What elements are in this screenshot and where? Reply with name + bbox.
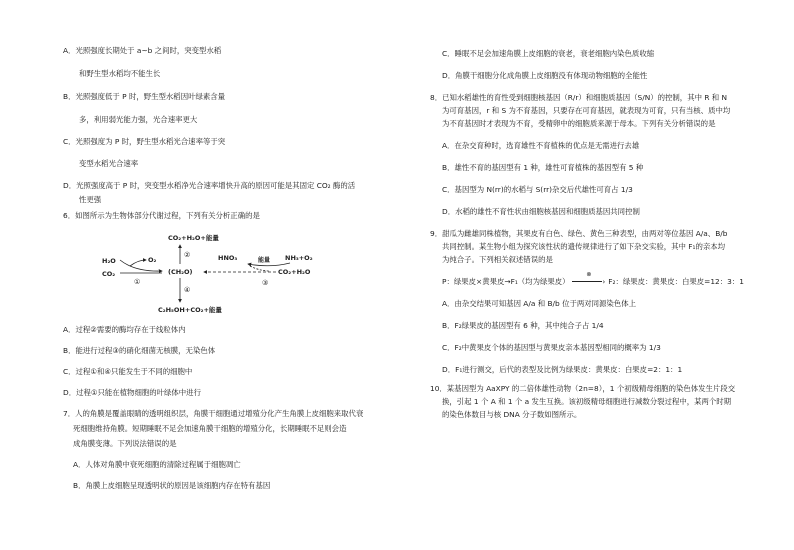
- q6-option-d: D．过程①只能在植物细胞的叶绿体中进行: [63, 388, 201, 397]
- marker-2: ②: [184, 251, 191, 259]
- q9-option-b: B．F₂绿果皮的基因型有 6 种，其中纯合子占 1/4: [442, 321, 604, 330]
- q5-option-b: B．光照强度低于 P 时，野生型水稻因叶绿素含量: [63, 92, 226, 101]
- q10-stem-line-1: 10．某基因型为 AaXPY 的二倍体雄性动物（2n=8），1 个初级精母细胞的染色体发生片段交: [430, 384, 736, 393]
- marker-1: ①: [134, 278, 141, 286]
- q8-option-a: A．在杂交育种时，选育雄性不育植株的优点是无需进行去雄: [442, 141, 640, 150]
- q8-option-b: B．雄性不育的基因型有 1 种，雄性可育植株的基因型有 5 种: [442, 163, 644, 172]
- left-input-h2o: H₂O: [102, 257, 116, 265]
- left-output-o2: O₂: [148, 256, 157, 264]
- q7-option-c: C．睡眠不足会加速角膜上皮细胞的衰老，衰老细胞内染色质收缩: [442, 49, 655, 58]
- marker-3: ③: [262, 279, 269, 287]
- q9-option-d: D．F₁进行测交，后代的表型及比例为绿果皮：黄果皮：白果皮=2：1：1: [442, 365, 683, 374]
- q9-cross-left: P：绿果皮×黄果皮→F₁（均为绿果皮）: [442, 277, 570, 286]
- q6-option-a: A．过程②需要的酶均存在于线粒体内: [63, 325, 186, 334]
- q7-option-d: D．角膜干细胞分化成角膜上皮细胞没有体现动物细胞的全能性: [442, 71, 648, 80]
- arrow-energy-transfer: [250, 266, 270, 271]
- center-label: (CH₂O): [168, 268, 193, 276]
- marker-4: ④: [184, 286, 191, 294]
- q9-stem-line-3: 为纯合子。下列相关叙述错误的是: [442, 255, 553, 264]
- q7-option-a: A．人体对角膜中衰死细胞的清除过程属于细胞凋亡: [73, 460, 241, 469]
- q8-option-d: D．水稻的雄性不育性状由细胞核基因和细胞质基因共同控制: [442, 207, 640, 216]
- q6-option-c: C．过程①和④只能发生于不同的细胞中: [63, 367, 193, 376]
- q5-option-b-cont: 多，利用弱光能力强，光合速率更大: [79, 115, 198, 124]
- arrow-oxygen-out: [130, 260, 146, 266]
- q5-option-d: D．光照强度高于 P 时，突变型水稻净光合速率增快升高的原因可能是其固定 CO₂ 酶的活: [63, 181, 356, 190]
- right-input-nh3: NH₃+O₂: [285, 254, 313, 262]
- q9-stem-line-2: 共同控制。某生物小组为探究该性状的遗传规律进行了如下杂交实验，其中 F₁的亲本均: [442, 242, 726, 251]
- q7-stem-line-3: 成角膜变薄。下列说法错误的是: [73, 439, 177, 448]
- q9-cross-scheme: [442, 271, 744, 287]
- q8-option-c: C．基因型为 N(rr)的水稻与 S(rr)杂交后代雄性可育占 1/3: [442, 185, 633, 194]
- q5-option-d-cont: 性更强: [79, 195, 102, 204]
- bottom-product-label: C₂H₅OH+CO₂+能量: [158, 306, 222, 314]
- selfing-symbol: ⊗: [586, 271, 592, 278]
- right-input-hno3: HNO₃: [218, 254, 238, 262]
- top-product-label: CO₂+H₂O+能量: [168, 234, 219, 242]
- q7-stem-line-2: 死细胞维持角膜。短期睡眠不足会加速角膜干细胞的增殖分化，长期睡眠不足则会造: [73, 424, 347, 433]
- metabolism-diagram: [100, 230, 350, 320]
- q5-option-a: A．光照强度长期处于 a~b 之间时，突变型水稻: [63, 46, 222, 55]
- q9-cross-right: F₂：绿果皮：黄果皮：白果皮=12：3：1: [608, 277, 744, 286]
- q10-stem-line-3: 的染色体数目与核 DNA 分子数如图所示。: [442, 410, 582, 419]
- q7-stem-line-1: 7．人的角膜是覆盖眼睛的透明组织层，角膜干细胞通过增殖分化产生角膜上皮细胞来取代衰: [63, 409, 364, 418]
- left-input-co2: CO₂: [102, 270, 116, 278]
- q9-option-a: A．由杂交结果可知基因 A/a 和 B/b 位于两对同源染色体上: [442, 299, 636, 308]
- q6-option-b: B．能进行过程③的硝化细菌无核膜，无染色体: [63, 346, 216, 355]
- q9-option-c: C．F₂中黄果皮个体的基因型与黄果皮亲本基因型相同的概率为 1/3: [442, 343, 661, 352]
- q7-option-b: B．角膜上皮细胞呈现透明状的原因是该细胞内存在特有基因: [73, 481, 271, 490]
- selfing-arrow: ⊗ ›: [572, 277, 606, 287]
- q5-option-c: C．光照强度为 P 时，野生型水稻光合速率等于突: [63, 137, 226, 146]
- q8-stem-line-2: 为可育基因，r 和 S 为不育基因，只要存在可育基因，就表现为可育，只有当核、质中均: [442, 106, 731, 115]
- q8-stem-line-1: 8．已知水稻雄性的育性受到细胞核基因（R/r）和细胞质基因（S/N）的控制，其中 R 和 N: [430, 93, 728, 102]
- q5-option-a-cont: 和野生型水稻均不能生长: [79, 69, 161, 78]
- q8-stem-line-3: 为不育基因时才表现为不育，受精卵中的细胞质来源于母本。下列有关分析错误的是: [442, 119, 716, 128]
- q9-stem-line-1: 9．甜瓜为雌雄同株植物，其果皮有白色、绿色、黄色三种表型，由两对等位基因 A/a、B/b: [430, 229, 728, 238]
- right-energy-label: 能量: [258, 257, 271, 264]
- q6-stem: 6．如图所示为生物体部分代谢过程，下列有关分析正确的是: [63, 211, 260, 220]
- q10-stem-line-2: 换，引起 1 个 A 和 1 个 a 发生互换。该初级精母细胞进行减数分裂过程中，某两个时期: [442, 397, 732, 406]
- q5-option-c-cont: 变型水稻光合速率: [79, 159, 139, 168]
- right-output-co2-h2o: CO₂+H₂O: [278, 268, 311, 276]
